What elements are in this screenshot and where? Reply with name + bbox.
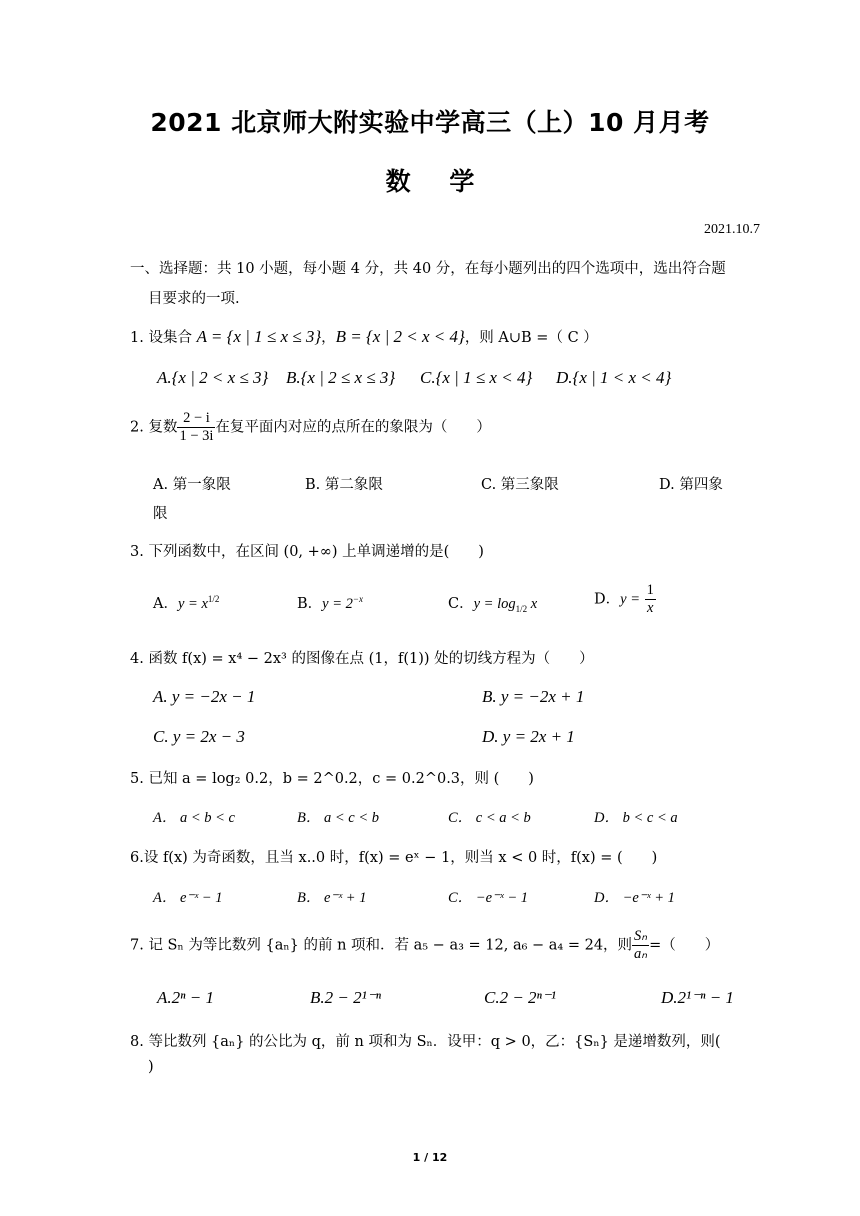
section-instruction-line2: 目要求的一项. — [148, 291, 240, 307]
q2-numerator: 2 − i — [177, 410, 215, 428]
q3-option-a-math: y = x — [177, 596, 208, 612]
q5-option-d: D． b < c < a — [594, 810, 678, 826]
q3-option-b-math: y = 2 — [322, 596, 353, 612]
section-instruction-line1: 一、选择题：共 10 小题，每小题 4 分，共 40 分，在每小题列出的四个选项中，选出符合题 — [130, 261, 726, 277]
q3-option-d-math: y = — [620, 591, 640, 608]
q1-prefix: 1. 设集合 — [130, 330, 197, 346]
q3-option-d — [594, 582, 656, 617]
exam-date: 2021.10.7 — [704, 222, 760, 237]
q1-option-d: D.{x | 1 < x < 4} — [556, 368, 672, 387]
q6-option-b: B． e⁻ˣ + 1 — [297, 890, 367, 906]
q2-prefix: 2. 复数 — [130, 419, 178, 436]
question-8-line2: ) — [148, 1059, 154, 1075]
q1-set-b: B = {x | 2 < x < 4} — [335, 327, 465, 346]
q7-denominator: aₙ — [634, 946, 648, 962]
q3-option-a-label: A． — [153, 596, 178, 612]
q3-option-d-fraction — [645, 582, 656, 617]
q3-option-b — [297, 592, 363, 613]
q3-option-c-label: C． — [448, 596, 474, 612]
q2-option-c: C. 第三象限 — [481, 477, 559, 493]
q2-suffix: 在复平面内对应的点所在的象限为（ ） — [215, 419, 491, 436]
q1-option-a: A.{x | 2 < x ≤ 3} — [157, 368, 269, 387]
question-6: 6.设 f(x) 为奇函数，且当 x..0 时，f(x) = eˣ − 1，则当 x < 0 时，f(x) = ( ) — [130, 850, 658, 866]
q3-option-c-arg: x — [527, 596, 538, 612]
q2-option-d-wrap: 限 — [153, 506, 168, 522]
q1-set-a: A = {x | 1 ≤ x ≤ 3} — [196, 327, 322, 346]
q7-prefix: 7. 记 Sₙ 为等比数列 {aₙ} 的前 n 项和．若 a₅ − a₃ = 12, a₆ − a₄ = 24，则 — [130, 937, 633, 954]
q3-option-b-label: B． — [297, 596, 323, 612]
q3-option-b-exp: −x — [352, 594, 363, 605]
q3-option-a-exp: 1/2 — [207, 594, 220, 605]
q7-numerator: Sₙ — [634, 928, 648, 944]
q2-option-d: D. 第四象 — [659, 477, 723, 493]
q5-option-c: C． c < a < b — [448, 810, 531, 826]
q3-option-c-math: y = log — [473, 596, 516, 612]
q1-option-c: C.{x | 1 ≤ x < 4} — [420, 368, 533, 387]
q5-option-b: B． a < c < b — [297, 810, 379, 826]
q7-option-c: C.2 − 2ⁿ⁻¹ — [484, 988, 556, 1007]
q3-option-c-base: 1/2 — [515, 603, 528, 614]
q2-option-b: B. 第二象限 — [305, 477, 383, 493]
q7-fraction — [632, 928, 649, 963]
q3-option-c — [448, 592, 537, 614]
exam-title: 2021 北京师大附实验中学高三（上）10 月月考 — [150, 108, 710, 137]
q2-denominator: 1 − 3i — [179, 428, 214, 444]
q3-option-d-num: 1 — [646, 582, 654, 598]
page-number: 1 / 12 — [412, 1151, 448, 1164]
q2-fraction — [177, 410, 215, 445]
q7-option-d: D.2¹⁻ⁿ − 1 — [661, 988, 734, 1007]
q4-option-b: B. y = −2x + 1 — [482, 687, 585, 706]
q1-suffix: ，则 A∪B =（ C ） — [464, 330, 598, 346]
q3-option-a — [153, 592, 219, 613]
q3-option-d-den: x — [647, 600, 654, 616]
q3-option-d-label: D． — [594, 591, 621, 608]
q6-option-c: C． −e⁻ˣ − 1 — [448, 890, 529, 906]
q7-option-b: B.2 − 2¹⁻ⁿ — [310, 988, 382, 1007]
q6-option-a: A． e⁻ˣ − 1 — [153, 890, 223, 906]
question-3: 3. 下列函数中，在区间 (0, +∞) 上单调递增的是( ) — [130, 544, 484, 560]
subject-title: 数 学 — [385, 167, 475, 196]
q7-option-a: A.2ⁿ − 1 — [157, 988, 214, 1007]
question-2 — [130, 410, 491, 445]
q4-option-d: D. y = 2x + 1 — [482, 727, 575, 746]
q2-option-a: A. 第一象限 — [153, 477, 231, 493]
q4-option-c: C. y = 2x − 3 — [153, 727, 245, 746]
q6-option-d: D． −e⁻ˣ + 1 — [594, 890, 675, 906]
q5-option-a: A． a < b < c — [153, 810, 235, 826]
q4-option-a: A. y = −2x − 1 — [153, 687, 256, 706]
question-7 — [130, 928, 719, 963]
q1-option-b: B.{x | 2 ≤ x ≤ 3} — [286, 368, 396, 387]
q7-suffix: =（ ） — [649, 937, 720, 954]
question-8-line1: 8. 等比数列 {aₙ} 的公比为 q，前 n 项和为 Sₙ．设甲：q > 0，乙：{Sₙ} 是递增数列，则( — [130, 1034, 721, 1050]
question-1: 1. 设集合 A = {x | 1 ≤ x ≤ 3}，B = {x | 2 < x < 4}，则 A∪B =（ C ） — [130, 327, 598, 346]
question-5: 5. 已知 a = log₂ 0.2，b = 2^0.2，c = 0.2^0.3，则 ( ) — [130, 771, 534, 787]
question-4: 4. 函数 f(x) = x⁴ − 2x³ 的图像在点 (1，f(1)) 处的切线方程为（ ） — [130, 651, 594, 667]
